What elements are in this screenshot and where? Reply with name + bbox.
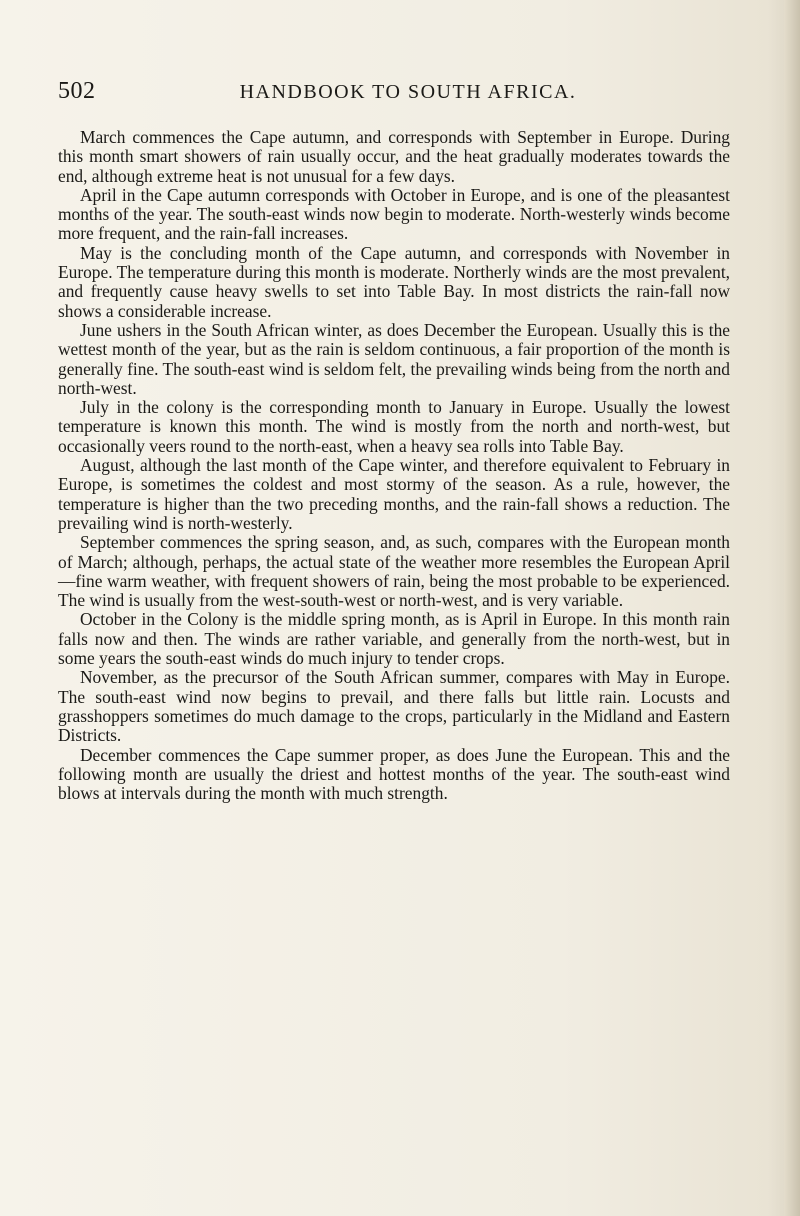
- paragraph-november: November, as the precursor of the South African summer, compares with May in Europe. The south-east wind now begins to prevail, and there falls but little rain. Locusts and grasshoppers sometimes do much damage to the crops, particularly in the Midland and Eastern Districts.: [58, 667, 730, 746]
- running-title: HANDBOOK TO SOUTH AFRICA.: [239, 81, 577, 103]
- paragraph-october: October in the Colony is the middle spring month, as is April in Europe. In this month rain falls now and then. The winds are rather variable, and generally from the north-west, but in some years the south-east winds do much injury to tender crops.: [58, 609, 730, 669]
- page-header: [58, 78, 742, 112]
- paragraph-december: December commences the Cape summer proper, as does June the European. This and the following month are usually the driest and hottest months of the year. The south-east wind blows at intervals during the month with much strength.: [58, 744, 730, 804]
- paragraph-april: April in the Cape autumn corresponds with October in Europe, and is one of the pleasantest months of the year. The south-east winds now begin to moderate. North-westerly winds become more frequent, and the rain-fall increases.: [58, 184, 730, 244]
- paragraph-march: March commences the Cape autumn, and corresponds with September in Europe. During this month smart showers of rain usually occur, and the heat gradually moderates towards the end, although extreme heat is not unusual for a few days.: [58, 127, 730, 186]
- page-edge-shadow: [784, 0, 800, 1216]
- paragraph-may: May is the concluding month of the Cape autumn, and corresponds with November in Europe. The temperature during this month is moderate. Northerly winds are the most prevalent, and frequently cause heavy swells to set into Table Bay. In most districts the rain-fall now shows a considerable increase.: [58, 242, 730, 321]
- paragraph-september: September commences the spring season, and, as such, compares with the European month of March; although, perhaps, the actual state of the weather more resembles the European April—fine warm weather, with frequent showers of rain, being the most probable to be experienced. The wind is usually from the west-south-west or north-west, and is very variable.: [58, 532, 730, 611]
- paragraph-june: June ushers in the South African winter, as does December the European. Usually this is the wettest month of the year, but as the rain is seldom continuous, a fair proportion of the month is generally fine. The south-east wind is seldom felt, the prevailing winds being from the north and north-west.: [58, 319, 730, 398]
- body-text: [58, 128, 730, 803]
- paragraph-august: August, although the last month of the Cape winter, and therefore equivalent to February in Europe, is sometimes the coldest and most stormy of the season. As a rule, however, the temperature is higher than the two preceding months, and the rain-fall shows a reduction. The prevailing wind is north-westerly.: [58, 455, 730, 533]
- page-number: 502: [58, 78, 96, 104]
- paragraph-july: July in the colony is the corresponding month to January in Europe. Usually the lowest temperature is known this month. The wind is mostly from the north and north-west, but occasionally veers round to the north-east, when a heavy sea rolls into Table Bay.: [58, 397, 730, 456]
